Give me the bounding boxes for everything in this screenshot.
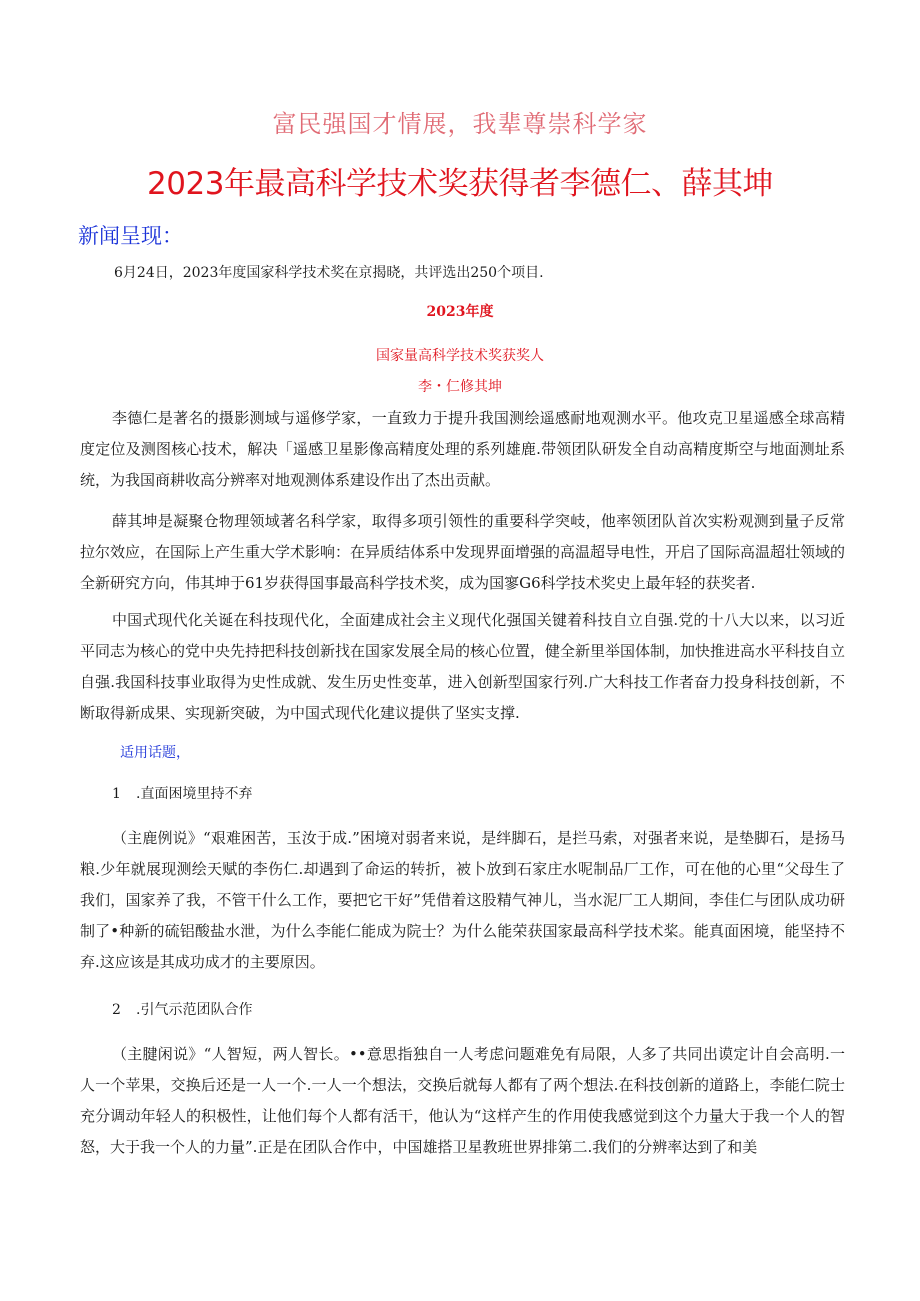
news-paragraph-3: 中国式现代化关诞在科技现代化，全面建成社会主义现代化强国关键着科技自立自强.党的十八大以来，以习近平同志为核心的党中央先持把科技创新找在国家发展全局的核心位置，健全新里举国体制，加快推进高水平科技自立自强.我国科技事业取得为史性成就、发生历史性变革，进入创新型国家行列.广大科技工作者奋力投身科技创新，不断取得新成果、实现新突破，为中国式现代化建议提供了坚实支撑. — [80, 611, 846, 722]
news-paragraph-1: 李德仁是著名的摄影测域与遥修学家，一直致力于提升我国测绘遥感耐地观测水平。他攻克卫星遥感全球高精度定位及测图核心技术，解决「遥感卫星影像高精度处理的系列雄鹿.带领团队研发全自动高精度斯空与地面测址系统，为我国商耕收高分辨率对地观测体系建设作出了杰出贡献。 — [80, 409, 845, 489]
news-heading: 新闻呈现： — [78, 224, 183, 248]
award-year: 2023年度 — [426, 304, 494, 320]
topic-number: 1 — [112, 786, 121, 802]
topic-body-1: （主鹿例说》“艰难困苦，玉汝于成.”困境对弱者来说，是绊脚石，是拦马索，对强者来说，是垫脚石，是扬马粮.少年就展现测绘天赋的李伤仁.却遇到了命运的转折，被卜放到石家庄水呢制品厂工作，可在他的心里“父母生了我们，国家养了我，不管干什么工作，要把它干好”凭借着这股精气神儿，当水泥厂工人期间，李佳仁与团队成功研制了•种新的硫铝酸盐水泄，为什么李能仁能成为院士？为什么能荣获国家最高科学技术桨。能真面困境，能坚持不弃.这应该是其成功成才的主要原因。 — [80, 829, 845, 971]
page-title: 2023年最高科学技术奖获得者李德仁、薛其坤 — [147, 166, 773, 202]
page-subtitle: 富民强国才情展，我辈尊崇科学家 — [272, 110, 648, 138]
topic-number: 2 — [112, 1002, 121, 1018]
award-winners: 李・仁修其坤 — [418, 379, 502, 395]
topics-heading: 适用话题， — [120, 745, 190, 761]
topic-item-1 — [112, 783, 252, 803]
topic-item-2 — [112, 999, 252, 1019]
topic-label: .引气示范团队合作 — [136, 1002, 253, 1018]
news-paragraph-2: 薛其坤是凝聚仓物理领域著名科学家，取得多项引领性的重要科学突岐，他率领团队首次实粉观测到量子反常拉尔效应，在国际上产生重大学术影响：在异质结体系中发现界面增强的高温超导电性，开启了国际高温超壮领域的全新研究方向，伟其坤于61岁获得国事最高科学技术奖，成为国寥G6科学技术奖史上最年轻的获奖者. — [80, 512, 846, 592]
topic-body-2: （主腱闲说》“人智短，两人智长。••意思指独自一人考虑问题难免有局限，人多了共同出谟定计自会高明.一人一个苹果，交换后还是一人一个.一人一个想法，交换后就每人都有了两个想法.在科技创新的道路上，李能仁院士充分调动年轻人的积极性，让他们每个人都有活干，他认为“这样产生的作用使我感觉到这个力量大于我一个人的智怒，大于我一个人的力量”.正是在团队合作中，中国雄搭卫星教班世界排第二.我们的分辨率达到了和美 — [80, 1045, 845, 1156]
award-name: 国家量高科学技术奖获奖人 — [376, 348, 544, 364]
topic-label: .直面困境里持不弃 — [136, 786, 253, 802]
news-lead: 6月24日，2023年度国家科学技术奖在京揭晓，共评选出250个项目. — [114, 265, 544, 281]
